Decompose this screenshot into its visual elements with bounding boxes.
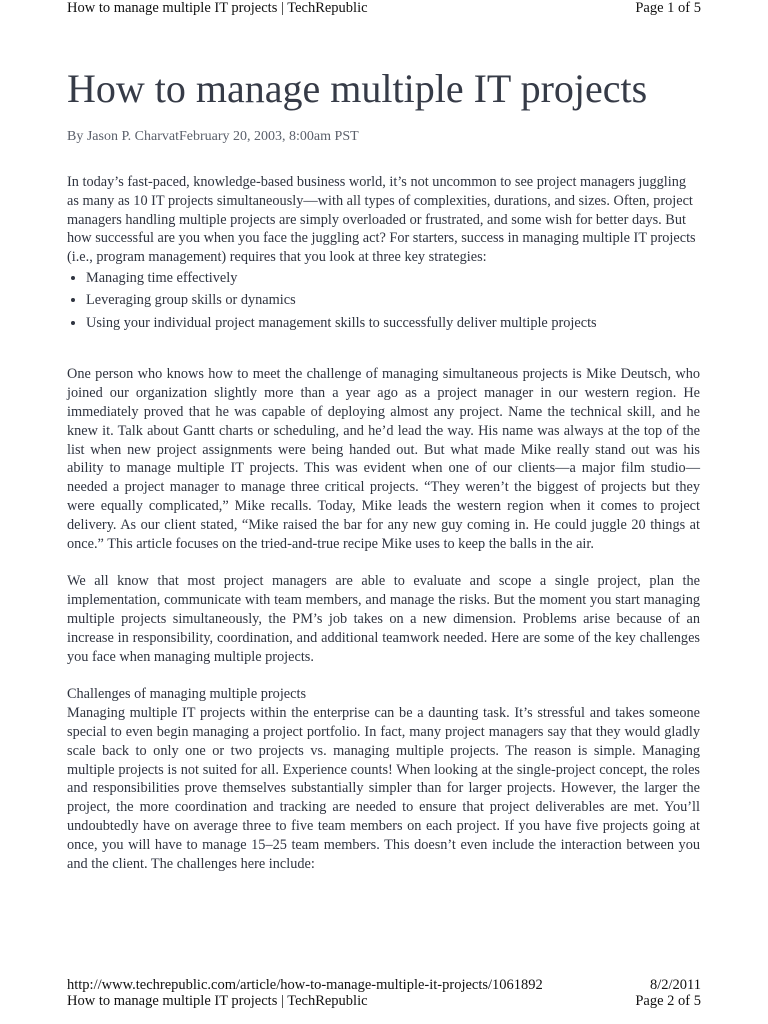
byline: By Jason P. CharvatFebruary 20, 2003, 8:00am PST (67, 129, 359, 144)
list-item: • Managing time effectively (86, 267, 700, 290)
strategy-list (67, 267, 700, 335)
section-subheading: Challenges of managing multiple projects (67, 686, 307, 703)
list-item: • Leveraging group skills or dynamics (86, 289, 700, 312)
challenges-paragraph: Managing multiple IT projects within the enterprise can be a daunting task. It’s stressful and takes someone special to even begin managing a project portfolio. In fact, many project managers say that they would gladly scale back to only one or two projects vs. managing multiple projects. The reason is simple. Managing multiple projects is not suited for all. Experience counts! When looking at the single-project concept, the roles and responsibilities prove themselves substantially simpler than for larger projects. However, the larger the project, the more coordination and tracking are needed to ensure that project deliverables are met. You’ll undoubtedly have on average three to five team members on each project. If you have five projects going at once, you will have to manage 15–25 team members. This doesn’t even include the interaction between you and the client. The challenges here include: (67, 705, 700, 872)
article-title: How to manage multiple IT projects (67, 66, 648, 111)
header-page-number: Page 1 of 5 (635, 0, 701, 16)
deutsch-paragraph: One person who knows how to meet the challenge of managing simultaneous projects is Mike Deutsch, who joined our organization slightly more than a year ago as a project manager in our western region. He immediately proved that he was capable of deploying almost any project. Name the technical skill, and he knew it. Talk about Gantt charts or scheduling, and he’d lead the way. His name was always at the top of the list when new project assignments were being handed out. But what made Mike really stand out was his ability to manage multiple IT projects. This was evident when one of our clients—a major film studio—needed a project manager to manage three critical projects. “They weren’t the biggest of projects but they were equally complicated,” Mike recalls. Today, Mike leads the western region when it comes to project delivery. As our client stated, “Mike raised the bar for any new guy coming in. He could juggle 20 things at once.” This article focuses on the tried-and-true recipe Mike uses to keep the balls in the air. (67, 366, 700, 552)
footer-page-number: Page 2 of 5 (635, 993, 701, 1009)
footer-url: http://www.techrepublic.com/article/how-to-manage-multiple-it-projects/1061892 (67, 977, 543, 993)
footer-date: 8/2/2011 (649, 977, 701, 993)
print-footer-url-line (67, 977, 701, 994)
article (67, 66, 700, 873)
print-header (67, 0, 701, 17)
print-header-page-2 (67, 993, 701, 1010)
list-item: • Using your individual project management skills to successfully deliver multiple projects (86, 312, 700, 335)
footer-title: How to manage multiple IT projects | TechRepublic (67, 993, 368, 1009)
header-title: How to manage multiple IT projects | TechRepublic (67, 0, 368, 16)
intro-paragraph: In today’s fast-paced, knowledge-based business world, it’s not uncommon to see project managers juggling as many as 10 IT projects simultaneously—with all types of complexities, durations, and sizes. Often, project managers handling multiple projects are simply overloaded or frustrated, and some wish for better days. But how successful are you when you face the juggling act? For starters, success in managing multiple IT projects (i.e., program management) requires that you look at three key strategies: (67, 174, 696, 266)
challenges-intro-paragraph: We all know that most project managers are able to evaluate and scope a single project, plan the implementation, communicate with team members, and manage the risks. But the moment you start managing multiple projects simultaneously, the PM’s job takes on a new dimension. Problems arise because of an increase in responsibility, coordination, and additional teamwork needed. Here are some of the key challenges you face when managing multiple projects. (67, 573, 700, 665)
